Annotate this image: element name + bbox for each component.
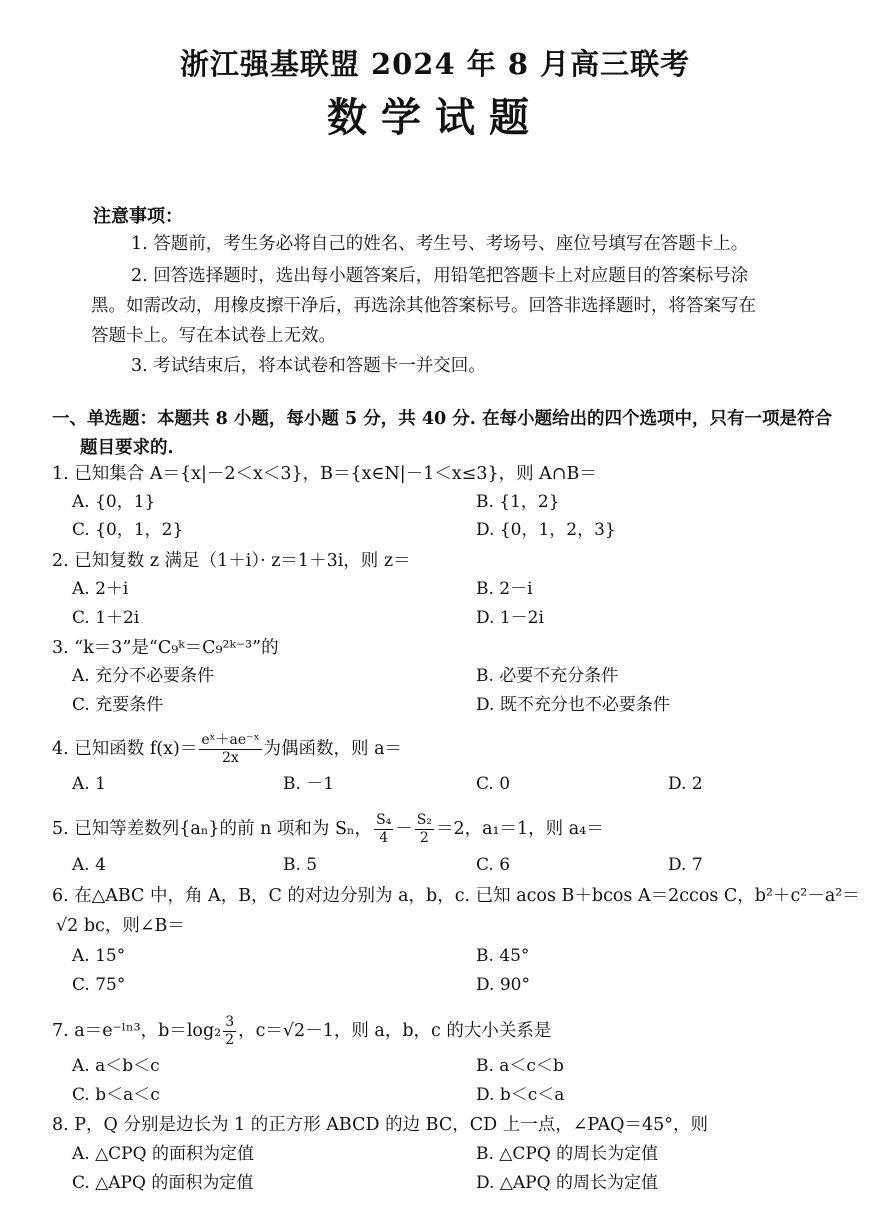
question-7-stem-post: ，c＝√2－1，则 a，b，c 的大小关系是	[238, 1021, 552, 1041]
question-6-option-a: A. 15°	[72, 946, 126, 966]
question-5-fraction-1	[374, 812, 393, 847]
question-8-option-a: A. △CPQ 的面积为定值	[72, 1144, 254, 1164]
question-6-stem-cont: √2 bc，则∠B＝	[56, 916, 185, 936]
subject-title: 数学试题	[327, 94, 543, 141]
question-1-option-b: B. {1，2}	[476, 492, 560, 512]
fraction-numerator: eˣ＋ae⁻ˣ	[201, 732, 260, 748]
question-3-option-a: A. 充分不必要条件	[72, 666, 215, 686]
question-4-option-d: D. 2	[668, 774, 703, 794]
notice-line-5: 3. 考试结束后，将本试卷和答题卡一并交回。	[131, 356, 486, 376]
fraction-denominator: 2	[419, 830, 429, 846]
fraction-numerator: S₂	[416, 812, 432, 828]
question-4-option-b: B. －1	[283, 774, 335, 794]
question-7-stem	[52, 1014, 551, 1049]
question-5-stem-mid: －	[395, 819, 413, 839]
question-5-fraction-2	[415, 812, 434, 847]
question-4-stem-pre: 4. 已知函数 f(x)＝	[52, 739, 198, 759]
notice-line-4: 答题卡上。写在本试卷上无效。	[91, 326, 336, 346]
question-5-option-a: A. 4	[72, 855, 106, 875]
notice-line-2: 2. 回答选择题时，选出每小题答案后，用铅笔把答题卡上对应题目的答案标号涂	[131, 266, 749, 286]
fraction-denominator: 2	[225, 1032, 235, 1048]
question-5-option-c: C. 6	[476, 855, 511, 875]
question-6-option-c: C. 75°	[72, 975, 126, 995]
question-3-stem: 3. “k＝3”是“C₉ᵏ＝C₉²ᵏ⁻³”的	[52, 638, 279, 658]
question-6-option-b: B. 45°	[476, 946, 530, 966]
question-5-stem-post: ＝2，a₁＝1，则 a₄＝	[435, 819, 604, 839]
question-6-stem: 6. 在△ABC 中，角 A，B，C 的对边分别为 a，b，c. 已知 acos B＋bcos A＝2ccos C，b²＋c²－a²＝	[52, 886, 860, 906]
question-1-option-a: A. {0，1}	[72, 492, 156, 512]
question-4-stem	[52, 732, 402, 767]
question-3-option-b: B. 必要不充分条件	[476, 666, 619, 686]
question-4-stem-post: 为偶函数，则 a＝	[263, 739, 403, 759]
question-7-option-a: A. a＜b＜c	[72, 1056, 160, 1076]
question-5-stem-pre: 5. 已知等差数列{aₙ}的前 n 项和为 Sₙ，	[52, 819, 373, 839]
question-5-option-d: D. 7	[668, 855, 703, 875]
question-3-option-c: C. 充要条件	[72, 695, 164, 715]
notice-heading: 注意事项：	[93, 206, 183, 227]
question-1-option-d: D. {0，1，2，3}	[476, 520, 616, 540]
question-5-stem	[52, 812, 604, 847]
question-8-option-d: D. △APQ 的周长为定值	[476, 1173, 658, 1193]
question-7-stem-pre: 7. a＝e⁻ˡⁿ³，b＝log₂	[52, 1021, 222, 1041]
question-5-option-b: B. 5	[283, 855, 318, 875]
section-heading: 一、单选题：本题共 8 小题，每小题 5 分，共 40 分. 在每小题给出的四个选项中，只有一项是符合	[52, 409, 832, 429]
question-2-option-b: B. 2－i	[476, 579, 533, 599]
notice-line-1: 1. 答题前，考生务必将自己的姓名、考生号、考场号、座位号填写在答题卡上。	[131, 234, 749, 254]
exam-title: 浙江强基联盟 2024 年 8 月高三联考	[179, 47, 691, 81]
fraction-numerator: S₄	[376, 812, 392, 828]
question-3-option-d: D. 既不充分也不必要条件	[476, 695, 670, 715]
fraction-denominator: 2x	[222, 750, 239, 766]
question-6-option-d: D. 90°	[476, 975, 530, 995]
question-8-option-b: B. △CPQ 的周长为定值	[476, 1144, 659, 1164]
question-1-option-c: C. {0，1，2}	[72, 520, 184, 540]
fraction-denominator: 4	[379, 830, 389, 846]
notice-line-3: 黑。如需改动，用橡皮擦干净后，再选涂其他答案标号。回答非选择题时，将答案写在	[91, 296, 756, 316]
question-8-option-c: C. △APQ 的面积为定值	[72, 1173, 254, 1193]
question-4-fraction	[199, 732, 261, 767]
question-2-option-a: A. 2＋i	[72, 579, 129, 599]
fraction-numerator: 3	[225, 1014, 235, 1030]
question-7-option-c: C. b＜a＜c	[72, 1085, 160, 1105]
question-8-stem: 8. P，Q 分别是边长为 1 的正方形 ABCD 的边 BC，CD 上一点，∠PAQ＝45°，则	[52, 1115, 709, 1135]
question-2-stem: 2. 已知复数 z 满足（1＋i）· z＝1＋3i，则 z＝	[52, 551, 411, 571]
question-7-option-b: B. a＜c＜b	[476, 1056, 564, 1076]
question-7-option-d: D. b＜c＜a	[476, 1085, 565, 1105]
question-7-fraction	[223, 1014, 236, 1049]
question-4-option-c: C. 0	[476, 774, 511, 794]
question-1-stem: 1. 已知集合 A＝{x|－2＜x＜3}，B＝{x∈N|－1＜x≤3}，则 A∩B＝	[52, 464, 597, 484]
question-2-option-d: D. 1－2i	[476, 608, 544, 628]
section-heading-cont: 题目要求的.	[80, 438, 174, 458]
question-4-option-a: A. 1	[72, 774, 106, 794]
question-2-option-c: C. 1＋2i	[72, 608, 140, 628]
